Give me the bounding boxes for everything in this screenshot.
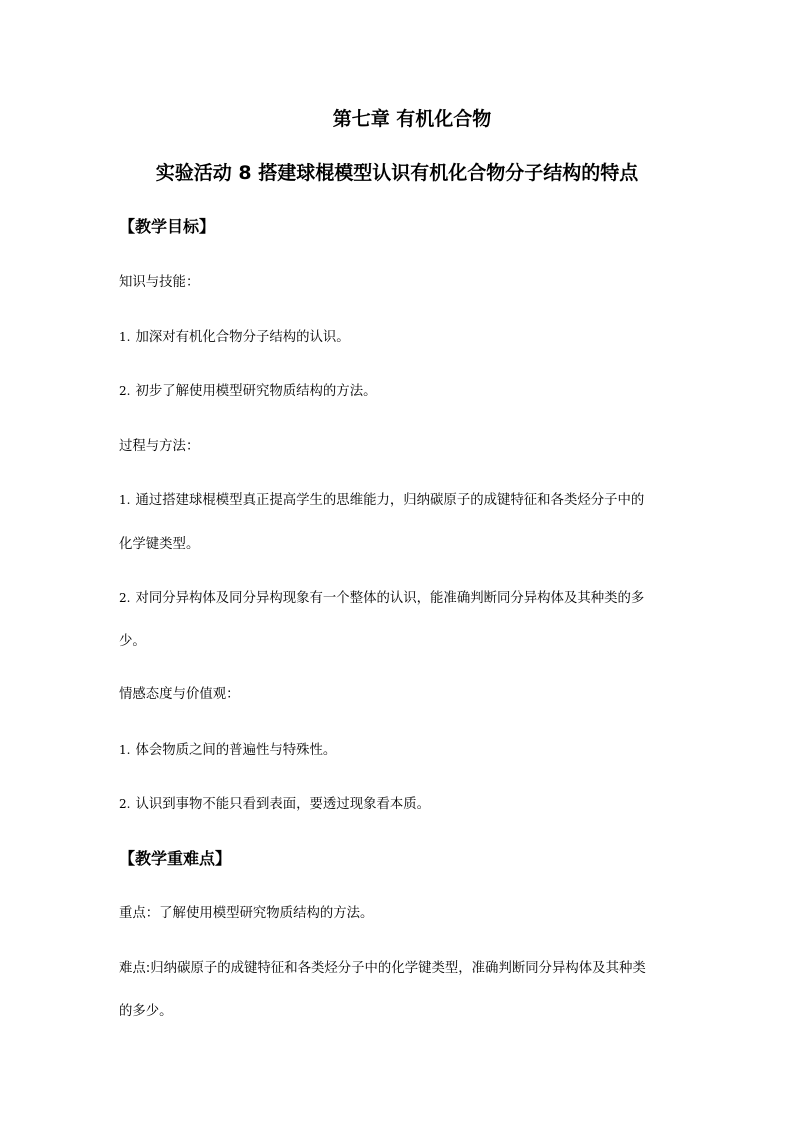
emotion-item [119, 740, 684, 761]
process-label: 过程与方法： [119, 439, 200, 454]
knowledge-item [119, 381, 684, 402]
process-item-continuation: 少。 [119, 634, 146, 649]
key-point: 重点：了解使用模型研究物质结构的方法。 [119, 906, 374, 921]
process-item [119, 490, 684, 511]
item-text: 体会物质之间的普遍性与特殊性。 [135, 743, 337, 758]
activity-title: 实验活动 8 搭建球棍模型认识有机化合物分子结构的特点 [155, 162, 639, 184]
item-text: 对同分异构体及同分异构现象有一个整体的认识，能准确判断同分异构体及其种类的多 [135, 591, 645, 606]
emotion-item [119, 794, 684, 815]
item-number: 2. [119, 797, 131, 811]
item-number: 1. [119, 330, 131, 344]
difficult-point-continuation: 的多少。 [119, 1004, 173, 1019]
item-text: 初步了解使用模型研究物质结构的方法。 [135, 384, 377, 399]
process-item-continuation: 化学键类型。 [119, 537, 200, 552]
knowledge-label: 知识与技能： [119, 275, 200, 290]
item-text: 通过搭建球棍模型真正提高学生的思维能力，归纳碳原子的成键特征和各类烃分子中的 [135, 493, 645, 508]
item-text: 加深对有机化合物分子结构的认识。 [135, 330, 350, 345]
item-text: 认识到事物不能只看到表面，要透过现象看本质。 [135, 797, 431, 812]
process-item [119, 588, 684, 609]
item-number: 2. [119, 591, 131, 605]
emotion-label: 情感态度与价值观： [119, 687, 240, 702]
knowledge-item [119, 327, 684, 348]
item-number: 2. [119, 384, 131, 398]
difficulty-heading: 【教学重难点】 [119, 849, 232, 868]
item-number: 1. [119, 743, 131, 757]
objectives-heading: 【教学目标】 [119, 217, 216, 236]
item-number: 1. [119, 493, 131, 507]
difficult-point: 难点:归纳碳原子的成键特征和各类烃分子中的化学键类型，准确判断同分异构体及其种类 [119, 961, 646, 976]
chapter-title: 第七章 有机化合物 [332, 108, 492, 130]
